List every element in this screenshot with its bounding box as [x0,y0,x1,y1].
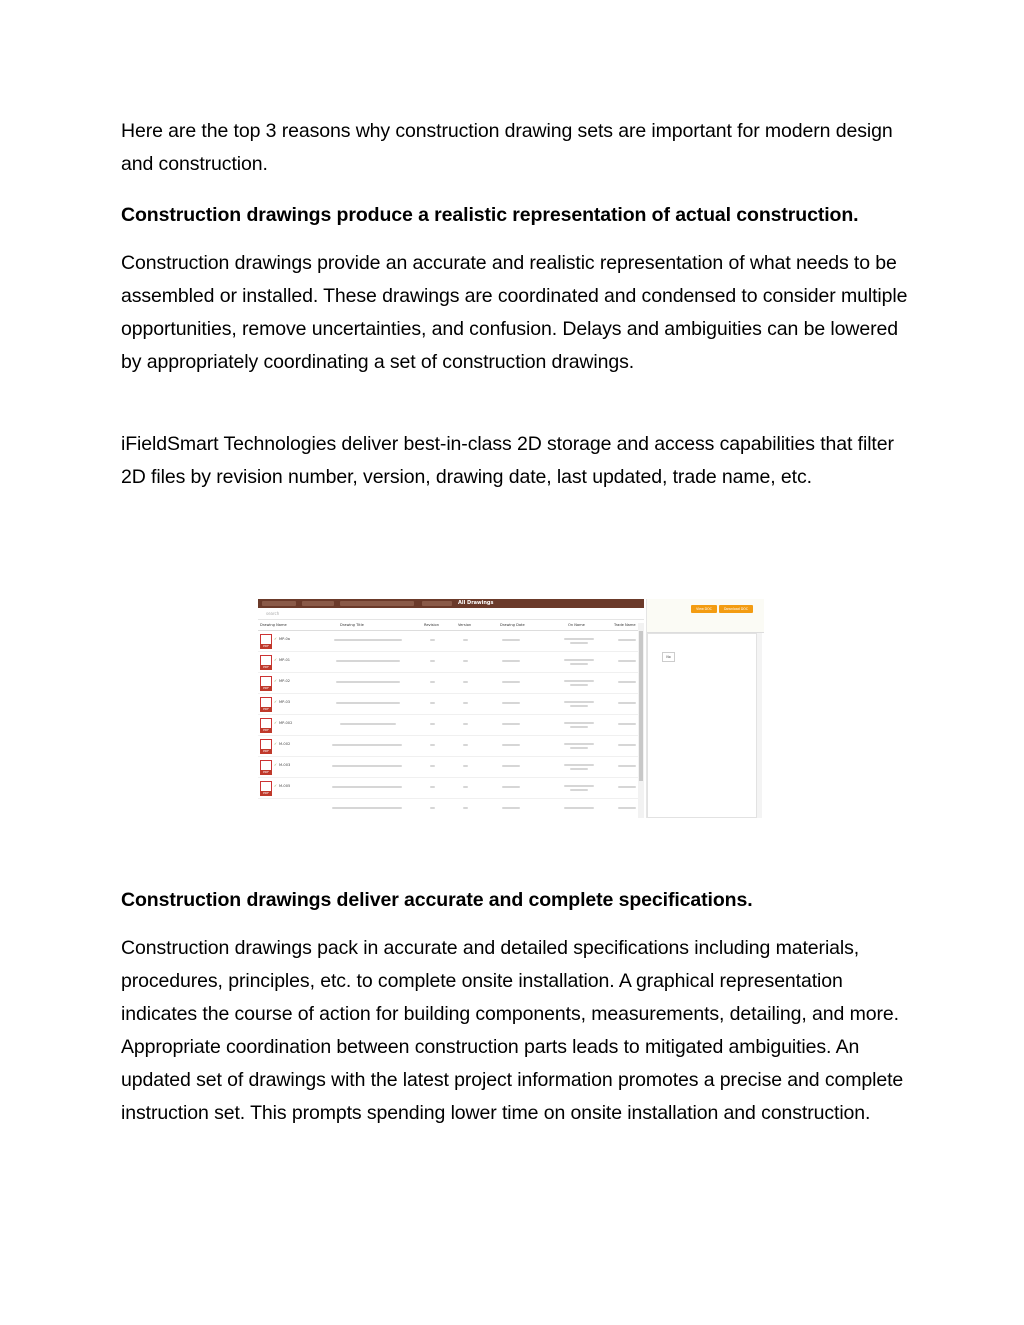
pdf-file-icon: PDF [260,718,271,732]
pdf-file-icon: PDF [260,697,271,711]
table-scrollbar[interactable] [638,623,644,818]
col-revision[interactable]: Revision [424,623,440,627]
table-row[interactable] [258,673,638,694]
breadcrumb-item [302,601,334,606]
table-row[interactable] [258,715,638,736]
col-version[interactable]: Version [458,623,472,627]
table-row[interactable] [258,778,638,799]
table-header [258,620,644,631]
drawing-code: ✓ MP-0a [274,637,290,641]
table-row[interactable] [258,652,638,673]
download-doc-button[interactable]: Download DOC [719,605,753,613]
col-trade-name[interactable]: Trade Name [614,623,636,627]
preview-toolbar [647,599,764,633]
col-on-name[interactable]: On Name [568,623,585,627]
drawing-code: ✓ MP-002 [274,721,293,725]
col-drawing-date[interactable]: Drawing Date [500,623,525,627]
section2-heading: Construction drawings deliver accurate and complete specifications. [121,889,753,911]
section2-paragraph-1: Construction drawings pack in accurate and detailed specifications including materials, procedures, principles, etc. to complete onsite installation. A graphical representation indicates the course of action for building components, measurements, detailing, and more. Appropriate coordination between construction parts leads to mitigated ambiguities. An updated set of drawings with the latest project information promotes a precise and complete instruction set. This prompts spending lower time on onsite installation and construction. [121,937,904,1124]
tab-title: All Drawings [458,600,494,606]
pdf-file-icon: PDF [260,760,271,774]
section1-paragraph-2: iFieldSmart Technologies deliver best-in-class 2D storage and access capabilities that filter 2D files by revision number, version, drawing date, last updated, trade name, etc. [121,433,894,488]
pdf-file-icon: PDF [260,781,271,795]
table-row[interactable] [258,799,638,818]
preview-pane [646,599,764,818]
section1-heading: Construction drawings produce a realistic representation of actual construction. [121,204,859,226]
breadcrumb-item [340,601,414,606]
table-row[interactable] [258,757,638,778]
drawing-code: ✓ M-003 [274,763,291,767]
app-top-bar [258,599,644,608]
pdf-file-icon: PDF [260,739,271,753]
breadcrumb-item [422,601,452,606]
drawing-code: ✓ MP-02 [274,679,291,683]
pdf-file-icon: PDF [260,676,271,690]
col-drawing-title[interactable]: Drawing Title [340,623,364,627]
breadcrumb-item [262,601,296,606]
drawing-code: ✓ M-002 [274,742,291,746]
drawing-code: ✓ MP-03 [274,700,291,704]
drawing-code: ✓ M-005 [274,784,291,788]
table-row[interactable] [258,736,638,757]
col-drawing-name[interactable]: Drawing Name [260,623,287,627]
pdf-file-icon: PDF [260,655,271,669]
view-doc-button[interactable]: View DOC [691,605,717,613]
section1-paragraph-1: Construction drawings provide an accurate and realistic representation of what needs to be assembled or installed. These drawings are coordinated and condensed to consider multiple opportunities, remove uncertainties, and confusion. Delays and ambiguities can be lowered by appropriately coordinating a set of construction drawings. [121,252,908,373]
preview-scrollbar[interactable] [757,633,762,818]
table-row[interactable] [258,694,638,715]
drawing-code: ✓ MP-01 [274,658,291,662]
pdf-file-icon: PDF [260,634,271,648]
search-placeholder: search [266,611,280,616]
intro-paragraph: Here are the top 3 reasons why construction drawing sets are important for modern design and construction. [121,120,893,175]
scrollbar-thumb[interactable] [639,631,643,781]
search-bar[interactable] [258,609,644,620]
table-row[interactable] [258,631,638,652]
preview-area [647,633,757,818]
no-button[interactable]: No [662,652,675,662]
drawings-app-screenshot [258,599,764,818]
